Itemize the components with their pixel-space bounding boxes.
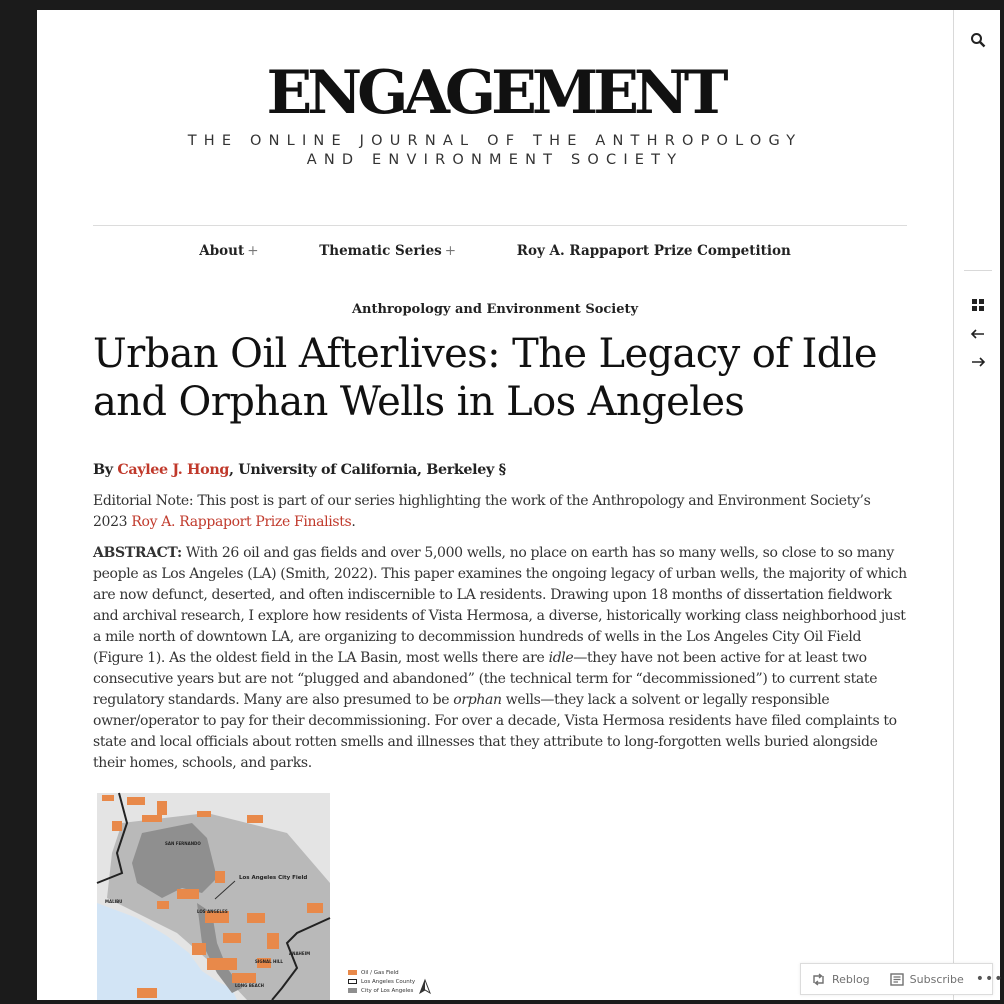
legend-item-oil-gas — [348, 968, 415, 977]
abstract-label: ABSTRACT: — [93, 545, 182, 561]
north-arrow-icon — [418, 979, 432, 995]
expand-plus-icon[interactable]: + — [247, 243, 259, 259]
subscribe-label: Subscribe — [909, 972, 964, 986]
right-rail — [953, 10, 1001, 1000]
editorial-note-suffix: . — [351, 514, 356, 530]
abstract-text: —they have not been active for at least two consecutive years but are not “plugged and abandoned” (the technical term for “decommissioned”) to current state regulatory standards. Many are also presumed to be — [93, 650, 878, 708]
legend-label: Los Angeles County — [361, 978, 416, 985]
nav-item-label: Roy A. Rappaport Prize Competition — [516, 243, 791, 259]
rail-divider — [964, 270, 992, 271]
legend-item-county — [348, 977, 415, 986]
site-description: THE ONLINE JOURNAL OF THE ANTHROPOLOGY AND ENVIRONMENT SOCIETY — [187, 133, 803, 168]
rappaport-finalists-link[interactable]: Roy A. Rappaport Prize Finalists — [131, 514, 352, 530]
reblog-icon — [811, 973, 826, 986]
reblog-button[interactable] — [811, 973, 870, 986]
arrow-right-icon[interactable] — [954, 352, 1001, 371]
author-affiliation: , University of California, Berkeley § — [229, 462, 506, 478]
expand-plus-icon[interactable]: + — [444, 243, 457, 259]
legend-item-city — [348, 986, 415, 995]
reblog-label: Reblog — [832, 972, 870, 986]
oil-fields-map[interactable] — [97, 793, 330, 1000]
author-link[interactable]: Caylee J. Hong — [117, 462, 230, 478]
legend-swatch-city — [348, 988, 357, 993]
nav-item-label: About — [199, 243, 245, 259]
legend-swatch-county — [348, 979, 357, 984]
post-category[interactable] — [37, 302, 953, 317]
post-byline — [93, 460, 907, 481]
abstract-paragraph — [93, 543, 907, 774]
main-navigation — [37, 243, 953, 259]
nav-item-rappaport-prize[interactable] — [517, 243, 791, 259]
abstract-emphasis-idle: idle — [548, 650, 574, 666]
map-label-city-field: Los Angeles City Field — [239, 875, 308, 881]
subscribe-button[interactable] — [890, 973, 964, 986]
byline-prefix: By — [93, 462, 118, 478]
post-category-label[interactable]: Anthropology and Environment Society — [351, 302, 639, 317]
subscribe-icon — [890, 973, 904, 986]
abstract-text: wells—they lack a solvent or legally responsible owner/operator to pay for their decommissioning. For over a decade, Vista Hermosa residents have filed complaints to state and local officials about rotten smells and illnesses that they attribute to long-forgotten wells buried alongside their homes, schools, and parks. — [93, 692, 897, 771]
editorial-note — [93, 491, 907, 533]
map-graphic — [97, 793, 330, 1000]
post-content — [93, 460, 907, 784]
map-label-san-fernando: SAN FERNANDO — [165, 841, 201, 846]
search-icon[interactable] — [954, 32, 1001, 52]
arrow-left-icon[interactable] — [954, 324, 1001, 343]
map-label-signal-hill: SIGNAL HILL — [255, 959, 283, 964]
legend-swatch-oil-gas — [348, 970, 357, 975]
site-title[interactable]: ENGAGEMENT — [266, 58, 724, 128]
nav-item-about[interactable] — [199, 243, 258, 259]
page — [37, 10, 1000, 1000]
map-label-malibu: MALIBU — [105, 899, 123, 904]
abstract-text: With 26 oil and gas fields and over 5,000 wells, no place on earth has so many wells, so close to so many people as Los Angeles (LA) (Smith, 2022). This paper examines the ongoing legacy of urban wells, the majority of which are now defunct, deserted, and often indiscernible to LA residents. Drawing upon 18 months of dissertation fieldwork and archival research, I explore how residents of Vista Hermosa, a diverse, historically working class neighborhood just a mile north of downtown LA, are organizing to decommission hundreds of wells in the Los Angeles City Oil Field (Figure 1). As the oldest field in the LA Basin, most wells there are — [93, 545, 907, 666]
map-label-los-angeles: LOS ANGELES — [197, 909, 228, 914]
nav-item-thematic-series[interactable] — [319, 243, 456, 259]
nav-divider — [93, 225, 907, 226]
map-label-long-beach: LONG BEACH — [235, 983, 264, 988]
widgets-icon[interactable] — [954, 296, 1001, 315]
editorial-note-text: Editorial Note: This post is part of our series highlighting the work of the Anthropology and Environment Society’s 2023 — [93, 493, 871, 530]
map-legend — [348, 968, 415, 995]
action-bar — [800, 963, 1004, 995]
nav-item-label: Thematic Series — [319, 243, 442, 259]
post-title: Urban Oil Afterlives: The Legacy of Idle and Orphan Wells in Los Angeles — [93, 331, 877, 425]
legend-label: City of Los Angeles — [361, 987, 414, 994]
abstract-emphasis-orphan: orphan — [453, 692, 502, 708]
more-options-button[interactable]: ••• — [975, 971, 1004, 987]
map-label-anaheim: ANAHEIM — [289, 951, 311, 956]
legend-label: Oil / Gas Field — [361, 969, 399, 976]
